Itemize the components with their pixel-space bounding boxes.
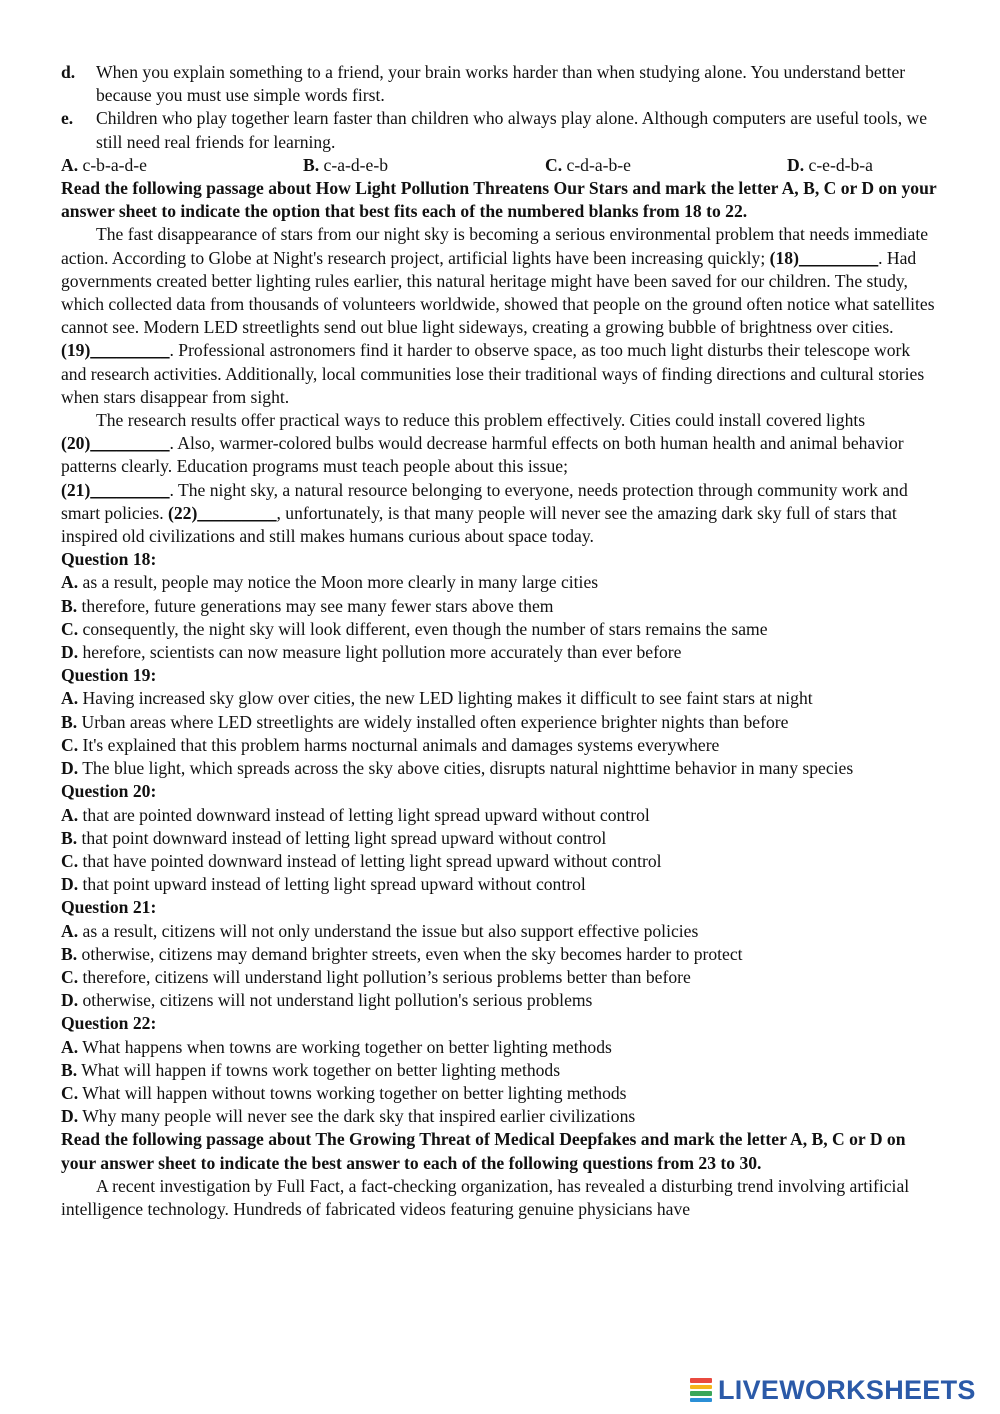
blank-19[interactable]: (19)_________ xyxy=(61,340,170,361)
answer-option-a[interactable]: A. as a result, citizens will not only understand the issue but also support effective policies xyxy=(61,920,699,941)
logo-stripe xyxy=(690,1391,712,1396)
answer-option-d[interactable]: D. The blue light, which spreads across the sky above cities, disrupts natural nighttime behavior in many species xyxy=(61,758,854,779)
option-b[interactable]: B. c-a-d-e-b xyxy=(303,154,388,175)
item-text: Children who play together learn faster than children who always play alone. Although computers are useful tools, we still need real friends for learning. xyxy=(96,108,928,152)
passage-paragraph: The research results offer practical ways to reduce this problem effectively. Cities could install covered lights (20)_________. Also, warmer-colored bulbs would decrease harmful effects on both human health and animal behavior patterns clearly. Education programs must teach people about this issue; (21)_________. The night sky, a natural resource belonging to everyone, needs protection through community work and smart policies. (22)_________, unfortunately, is that many people will never see the amazing dark sky full of stars that inspired old civilizations and still makes humans curious about space today. xyxy=(61,410,908,547)
answer-option-d[interactable]: D. Why many people will never see the dark sky that inspired earlier civilizations xyxy=(61,1106,636,1127)
answer-option-c[interactable]: C. that have pointed downward instead of letting light spread upward without control xyxy=(61,850,662,871)
answer-option-a[interactable]: A. What happens when towns are working together on better lighting methods xyxy=(61,1036,612,1057)
answer-option-b[interactable]: B. Urban areas where LED streetlights are widely installed often experience brighter nights than before xyxy=(61,711,789,732)
answer-option-b[interactable]: B. therefore, future generations may see many fewer stars above them xyxy=(61,595,554,616)
question-title: Question 19: xyxy=(61,665,157,686)
logo-text: LIVEWORKSHEETS xyxy=(718,1374,976,1405)
logo-mark-icon xyxy=(690,1377,712,1403)
answer-option-c[interactable]: C. What will happen without towns working together on better lighting methods xyxy=(61,1082,627,1103)
question-title: Question 21: xyxy=(61,897,157,918)
question-19 xyxy=(61,664,939,780)
blank-21[interactable]: (21)_________ xyxy=(61,479,170,500)
section-instruction: Read the following passage about How Light Pollution Threatens Our Stars and mark the letter A, B, C or D on your answer sheet to indicate the option that best fits each of the numbered blanks from 18 to 22. xyxy=(61,178,937,222)
answer-option-c[interactable]: C. consequently, the night sky will look different, even though the number of stars remains the same xyxy=(61,618,768,639)
answer-option-a[interactable]: A. as a result, people may notice the Moon more clearly in many large cities xyxy=(61,572,599,593)
answer-option-d[interactable]: D. otherwise, citizens will not understand light pollution's serious problems xyxy=(61,990,593,1011)
blank-22[interactable]: (22)_________ xyxy=(168,502,277,523)
option-a[interactable]: A. c-b-a-d-e xyxy=(61,154,147,175)
passage-paragraph: A recent investigation by Full Fact, a fact-checking organization, has revealed a disturbing trend involving artificial intelligence technology. Hundreds of fabricated videos featuring genuine physicians have xyxy=(61,1175,910,1219)
question-20 xyxy=(61,780,939,896)
passage-paragraph: The fast disappearance of stars from our night sky is becoming a serious environmental problem that needs immediate action. According to Globe at Night's research project, artificial lights have been increasing quickly; (18)_________. Had governments created better lighting rules earlier, this natural heritage might have been saved for our children. The study, which collected data from thousands of volunteers worldwide, showed that people on the ground often notice what satellites cannot see. Modern LED streetlights send out blue light sideways, creating a growing bubble of brightness over cities. (19)_________. Professional astronomers find it harder to observe space, as too much light disturbs their telescope work and research activities. Additionally, local communities lose their traditional ways of finding directions and cultural stories when stars disappear from sight. xyxy=(61,224,935,407)
logo-stripe xyxy=(690,1398,712,1403)
question-title: Question 20: xyxy=(61,781,157,802)
answer-option-a[interactable]: A. that are pointed downward instead of letting light spread upward without control xyxy=(61,804,650,825)
answer-option-c[interactable]: C. therefore, citizens will understand light pollution’s serious problems better than before xyxy=(61,966,691,987)
answer-option-c[interactable]: C. It's explained that this problem harms nocturnal animals and damages systems everywhere xyxy=(61,734,720,755)
question-21 xyxy=(61,896,939,1012)
option-d[interactable]: D. c-e-d-b-a xyxy=(787,154,873,175)
ordering-options xyxy=(61,154,939,177)
item-label: e. xyxy=(61,108,74,129)
logo-stripe xyxy=(690,1378,712,1383)
answer-option-b[interactable]: B. that point downward instead of letting light spread upward without control xyxy=(61,827,607,848)
blank-18[interactable]: (18)_________ xyxy=(769,247,879,268)
question-title: Question 22: xyxy=(61,1013,157,1034)
logo-stripe xyxy=(690,1385,712,1390)
item-label: d. xyxy=(61,62,76,82)
answer-option-d[interactable]: D. that point upward instead of letting light spread upward without control xyxy=(61,874,586,895)
list-item xyxy=(61,61,939,107)
previous-question-items xyxy=(61,61,939,154)
answer-option-d[interactable]: D. herefore, scientists can now measure light pollution more accurately than ever before xyxy=(61,642,682,663)
answer-option-b[interactable]: B. What will happen if towns work together on better lighting methods xyxy=(61,1059,561,1080)
section-instruction: Read the following passage about The Growing Threat of Medical Deepfakes and mark the letter A, B, C or D on your answer sheet to indicate the best answer to each of the following questions from 23 to 30. xyxy=(61,1129,906,1173)
question-title: Question 18: xyxy=(61,549,157,570)
worksheet-page xyxy=(61,61,939,1221)
question-18 xyxy=(61,548,939,664)
question-22 xyxy=(61,1012,939,1128)
item-text: When you explain something to a friend, your brain works harder than when studying alone. You understand better because you must use simple words first. xyxy=(96,62,906,106)
option-c[interactable]: C. c-d-a-b-e xyxy=(545,154,631,175)
answer-option-a[interactable]: A. Having increased sky glow over cities, the new LED lighting makes it difficult to see faint stars at night xyxy=(61,688,813,709)
liveworksheets-logo xyxy=(690,1375,990,1405)
list-item xyxy=(61,107,939,153)
answer-option-b[interactable]: B. otherwise, citizens may demand brighter streets, even when the sky becomes harder to protect xyxy=(61,943,743,964)
blank-20[interactable]: (20)_________ xyxy=(61,433,170,454)
